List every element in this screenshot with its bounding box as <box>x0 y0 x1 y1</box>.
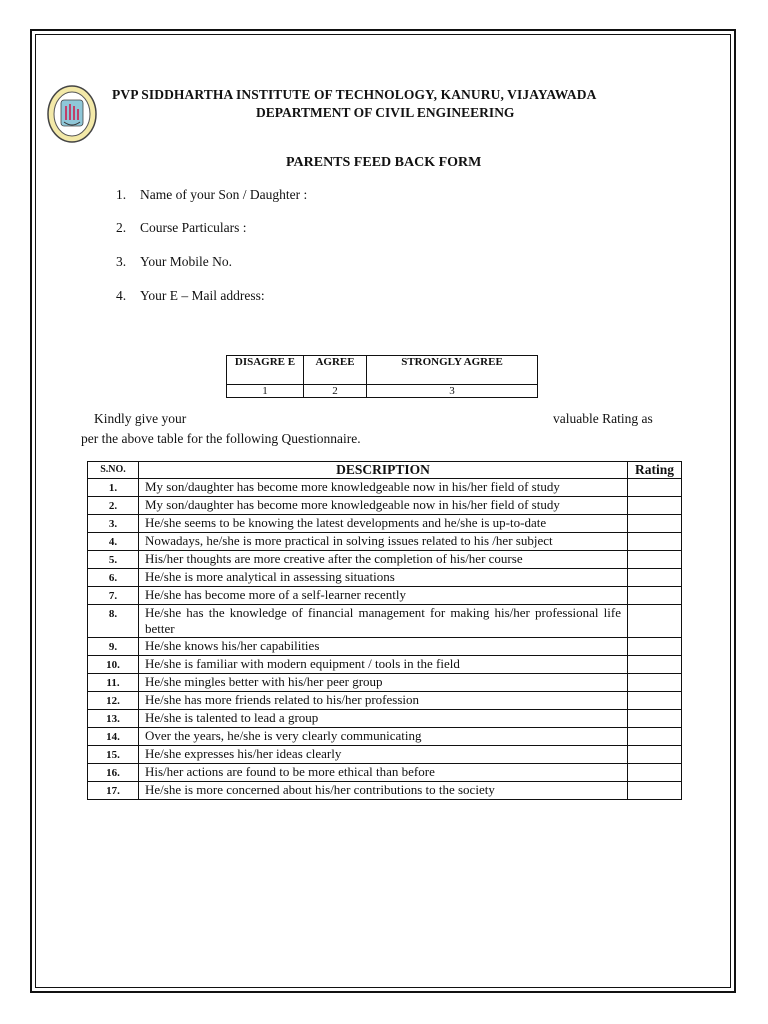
rating-cell[interactable] <box>628 656 682 674</box>
row-description: He/she mingles better with his/her peer group <box>139 674 628 692</box>
row-number: 6. <box>88 569 139 587</box>
row-number: 10. <box>88 656 139 674</box>
table-row <box>88 515 682 533</box>
row-description: He/she is familiar with modern equipment / tools in the field <box>139 656 628 674</box>
col-header-rating: Rating <box>628 462 682 479</box>
row-number: 16. <box>88 764 139 782</box>
rating-cell[interactable] <box>628 515 682 533</box>
row-description: He/she seems to be knowing the latest developments and he/she is up-to-date <box>139 515 628 533</box>
table-row <box>88 551 682 569</box>
row-description: He/she has become more of a self-learner recently <box>139 587 628 605</box>
scale-header: DISAGRE E <box>227 356 304 385</box>
table-row <box>88 479 682 497</box>
rating-cell[interactable] <box>628 710 682 728</box>
row-number: 5. <box>88 551 139 569</box>
row-description: His/her thoughts are more creative after the completion of his/her course <box>139 551 628 569</box>
field-label: Your E – Mail address: <box>140 288 265 303</box>
row-number: 9. <box>88 638 139 656</box>
row-number: 15. <box>88 746 139 764</box>
department-name: DEPARTMENT OF CIVIL ENGINEERING <box>256 105 515 120</box>
row-number: 17. <box>88 782 139 800</box>
row-description: Over the years, he/she is very clearly communicating <box>139 728 628 746</box>
rating-cell[interactable] <box>628 638 682 656</box>
row-description: He/she is talented to lead a group <box>139 710 628 728</box>
rating-cell[interactable] <box>628 674 682 692</box>
table-row <box>88 746 682 764</box>
row-number: 2. <box>88 497 139 515</box>
institute-logo-icon <box>46 84 98 144</box>
table-row <box>88 674 682 692</box>
table-row <box>88 587 682 605</box>
row-description: His/her actions are found to be more ethical than before <box>139 764 628 782</box>
row-description: He/she is more concerned about his/her contributions to the society <box>139 782 628 800</box>
row-number: 8. <box>88 605 139 638</box>
table-row <box>88 497 682 515</box>
field-number: 3. <box>116 254 127 269</box>
row-description: He/she expresses his/her ideas clearly <box>139 746 628 764</box>
table-row <box>88 728 682 746</box>
rating-cell[interactable] <box>628 692 682 710</box>
table-row <box>88 764 682 782</box>
row-number: 1. <box>88 479 139 497</box>
instruction-text: valuable Rating as <box>553 411 653 426</box>
row-description: My son/daughter has become more knowledgeable now in his/her field of study <box>139 497 628 515</box>
row-number: 7. <box>88 587 139 605</box>
table-row <box>88 656 682 674</box>
table-row <box>88 569 682 587</box>
field-number: 2. <box>116 220 127 235</box>
field-number: 4. <box>116 288 127 303</box>
table-row <box>88 710 682 728</box>
rating-cell[interactable] <box>628 479 682 497</box>
questionnaire-table <box>87 461 682 800</box>
form-title: PARENTS FEED BACK FORM <box>286 155 482 170</box>
row-number: 3. <box>88 515 139 533</box>
table-row <box>88 605 682 638</box>
rating-cell[interactable] <box>628 605 682 638</box>
row-number: 4. <box>88 533 139 551</box>
field-label: Course Particulars : <box>140 220 247 235</box>
row-description: He/she has more friends related to his/her profession <box>139 692 628 710</box>
row-number: 13. <box>88 710 139 728</box>
row-description: My son/daughter has become more knowledgeable now in his/her field of study <box>139 479 628 497</box>
row-description: He/she is more analytical in assessing situations <box>139 569 628 587</box>
instruction-text: per the above table for the following Questionnaire. <box>81 431 361 446</box>
institute-name: PVP SIDDHARTHA INSTITUTE OF TECHNOLOGY, KANURU, VIJAYAWADA <box>112 87 597 102</box>
rating-cell[interactable] <box>628 551 682 569</box>
rating-cell[interactable] <box>628 569 682 587</box>
scale-value: 3 <box>367 385 538 398</box>
rating-cell[interactable] <box>628 497 682 515</box>
table-row <box>88 692 682 710</box>
row-number: 12. <box>88 692 139 710</box>
field-number: 1. <box>116 187 127 202</box>
row-description: He/she knows his/her capabilities <box>139 638 628 656</box>
row-description: Nowadays, he/she is more practical in solving issues related to his /her subject <box>139 533 628 551</box>
instruction-text: Kindly give your <box>94 411 187 426</box>
rating-cell[interactable] <box>628 764 682 782</box>
row-number: 11. <box>88 674 139 692</box>
rating-cell[interactable] <box>628 728 682 746</box>
rating-cell[interactable] <box>628 782 682 800</box>
scale-header: STRONGLY AGREE <box>367 356 538 385</box>
scale-value: 1 <box>227 385 304 398</box>
col-header-sno: S.NO. <box>88 462 139 479</box>
table-row <box>88 638 682 656</box>
field-label: Name of your Son / Daughter : <box>140 187 308 202</box>
rating-scale-table <box>226 355 538 398</box>
scale-value: 2 <box>304 385 367 398</box>
rating-cell[interactable] <box>628 587 682 605</box>
rating-cell[interactable] <box>628 533 682 551</box>
row-description: He/she has the knowledge of financial management for making his/her professional life better <box>139 605 628 638</box>
scale-header: AGREE <box>304 356 367 385</box>
table-row <box>88 533 682 551</box>
row-number: 14. <box>88 728 139 746</box>
table-row <box>88 782 682 800</box>
field-label: Your Mobile No. <box>140 254 233 269</box>
col-header-description: DESCRIPTION <box>139 462 628 479</box>
rating-cell[interactable] <box>628 746 682 764</box>
